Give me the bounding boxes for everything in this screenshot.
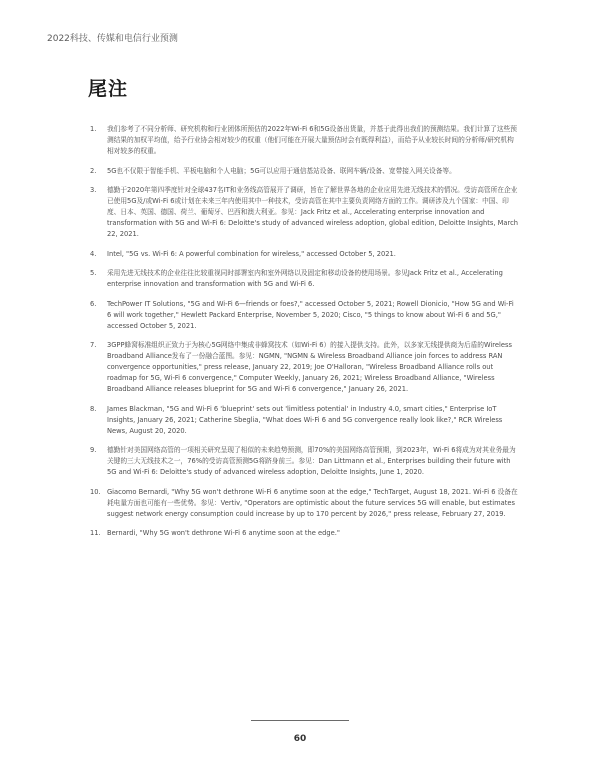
endnote-text: Giacomo Bernardi, "Why 5G won't dethrone Wi-Fi 6 anytime soon at the edge," TechTarget, August 18, 2021. Wi-Fi 6 设备在耗电量方面也可能有一些优势。参见：Vertiv, "Operators are optimistic about the future services 5G will enable, but estimates suggest network energy consumption could increase by up to 170 percent by 2026," press release, February 27, 2019. bbox=[107, 487, 518, 518]
page-title: 尾注 bbox=[88, 78, 129, 100]
endnote-number: 1. bbox=[90, 125, 97, 133]
endnote-1 bbox=[90, 124, 520, 157]
endnote-number: 11. bbox=[90, 529, 101, 537]
endnote-number: 10. bbox=[90, 487, 101, 496]
endnote-3 bbox=[90, 185, 520, 240]
endnote-number: 6. bbox=[90, 299, 97, 308]
endnotes-list bbox=[90, 124, 520, 548]
endnote-text: 5G也不仅限于智能手机、平板电脑和个人电脑；5G可以应用于通信基站设备、联网车辆/设备、宽带接入网关设备等。 bbox=[107, 166, 456, 175]
endnote-number: 4. bbox=[90, 249, 97, 258]
endnote-text: 德勤于2020年第四季度针对全球437名IT和业务线高管展开了调研，旨在了解世界各地的企业应用先进无线技术的情况。受访高管所在企业已使用5G及/或Wi-Fi 6或计划在未来三年内使用其中一种技术，受访高管在其中主要负责网络方面的工作。调研涉及九个国家：中国、印度、日本、英国、德国、荷兰、葡萄牙、巴西和澳大利亚。参见：Jack Fritz et al., Accelerating enterprise innovation and transformation with 5G and Wi-Fi 6: Deloitte's study of advanced wireless adoption, global edition, Deloitte Insights, March 22, 2021. bbox=[107, 186, 519, 238]
endnote-5 bbox=[90, 268, 520, 290]
endnote-text: James Blackman, "5G and Wi-Fi 6 'blueprint' sets out 'limitless potential' in Industry 4.0, smart cities," Enterprise IoT Insights, January 26, 2021; Catherine Sbeglia, "What does Wi-Fi 6 and 5G convergence really look like?," RCR Wireless News, August 20, 2020. bbox=[107, 404, 503, 435]
endnote-7 bbox=[90, 340, 520, 395]
endnote-text: 3GPP蜂窝标准组织正致力于为核心5G网络中集成非蜂窝技术（如Wi-Fi 6）的接入提供支持。此外，以多家无线提供商为后盾的Wireless Broadband Alliance发布了一份融合蓝图。参见：NGMN, "NGMN & Wireless Broadband Alliance join forces to address RAN convergence opportunities," press release, January 22, 2019; Joe O'Halloran, "Wireless Broadband Alliance rolls out roadmap for 5G, Wi-Fi 6 convergence," Computer Weekly, January 26, 2021; Wireless Broadband Alliance, "Wireless Broadband Alliance releases blueprint for 5G and Wi-Fi 6 convergence," January 26, 2021. bbox=[107, 341, 512, 393]
endnote-text: Bernardi, "Why 5G won't dethrone Wi-Fi 6 anytime soon at the edge." bbox=[107, 529, 340, 537]
endnote-number: 9. bbox=[90, 446, 97, 454]
endnote-4 bbox=[90, 249, 520, 260]
endnote-text: Intel, "5G vs. Wi-Fi 6: A powerful combination for wireless," accessed October 5, 2021. bbox=[107, 249, 396, 258]
endnote-8 bbox=[90, 404, 520, 437]
endnote-9 bbox=[90, 445, 520, 478]
endnote-11 bbox=[90, 528, 520, 539]
page-number: 60 bbox=[293, 734, 307, 744]
page-header: 2022科技、传媒和电信行业预测 bbox=[47, 34, 178, 44]
endnote-10 bbox=[90, 487, 520, 520]
endnote-number: 8. bbox=[90, 404, 97, 413]
endnote-number: 5. bbox=[90, 269, 97, 277]
endnote-6 bbox=[90, 299, 520, 332]
endnote-text: 采用先进无线技术的企业往往比较重视同时部署室内和室外网络以及固定和移动设备的使用场景。参见Jack Fritz et al., Accelerating enterprise innovation and transformation with 5G and Wi-Fi 6. bbox=[107, 269, 503, 288]
endnote-text: TechPower IT Solutions, "5G and Wi-Fi 6—friends or foes?," accessed October 5, 2021; Rowell Dionicio, "How 5G and Wi-Fi 6 will work together," Hewlett Packard Enterprise, November 5, 2020; Cisco, "5 things to know about Wi-Fi 6 and 5G," accessed October 5, 2021. bbox=[107, 299, 514, 330]
endnote-text: 德勤针对美国网络高管的一项相关研究呈现了相似的未来趋势预测，即70%的美国网络高管预期，到2023年，Wi-Fi 6将成为对其业务最为关键的三大无线技术之一，76%的受访高管预测5G将跻身前三。参见：Dan Littmann et al., Enterprises building their future with 5G and Wi-Fi 6: Deloitte's study of advanced wireless adoption, Deloitte Insights, June 1, 2020. bbox=[107, 446, 516, 476]
endnote-text: 我们参考了不同分析师、研究机构和行业团体所预估的2022年Wi-Fi 6和5G设备出货量，并基于此得出我们的预测结果。我们计算了这些预测结果的加权平均值，给予行业协会相对较少的权重（他们可能在开展大量预估时会有既得利益），而给予从业较长时间的分析师/研究机构相对较多的权重。 bbox=[107, 125, 517, 155]
endnote-number: 3. bbox=[90, 186, 97, 194]
endnote-2 bbox=[90, 166, 520, 177]
footer-divider bbox=[251, 720, 349, 721]
endnote-number: 7. bbox=[90, 341, 97, 349]
endnote-number: 2. bbox=[90, 166, 97, 175]
